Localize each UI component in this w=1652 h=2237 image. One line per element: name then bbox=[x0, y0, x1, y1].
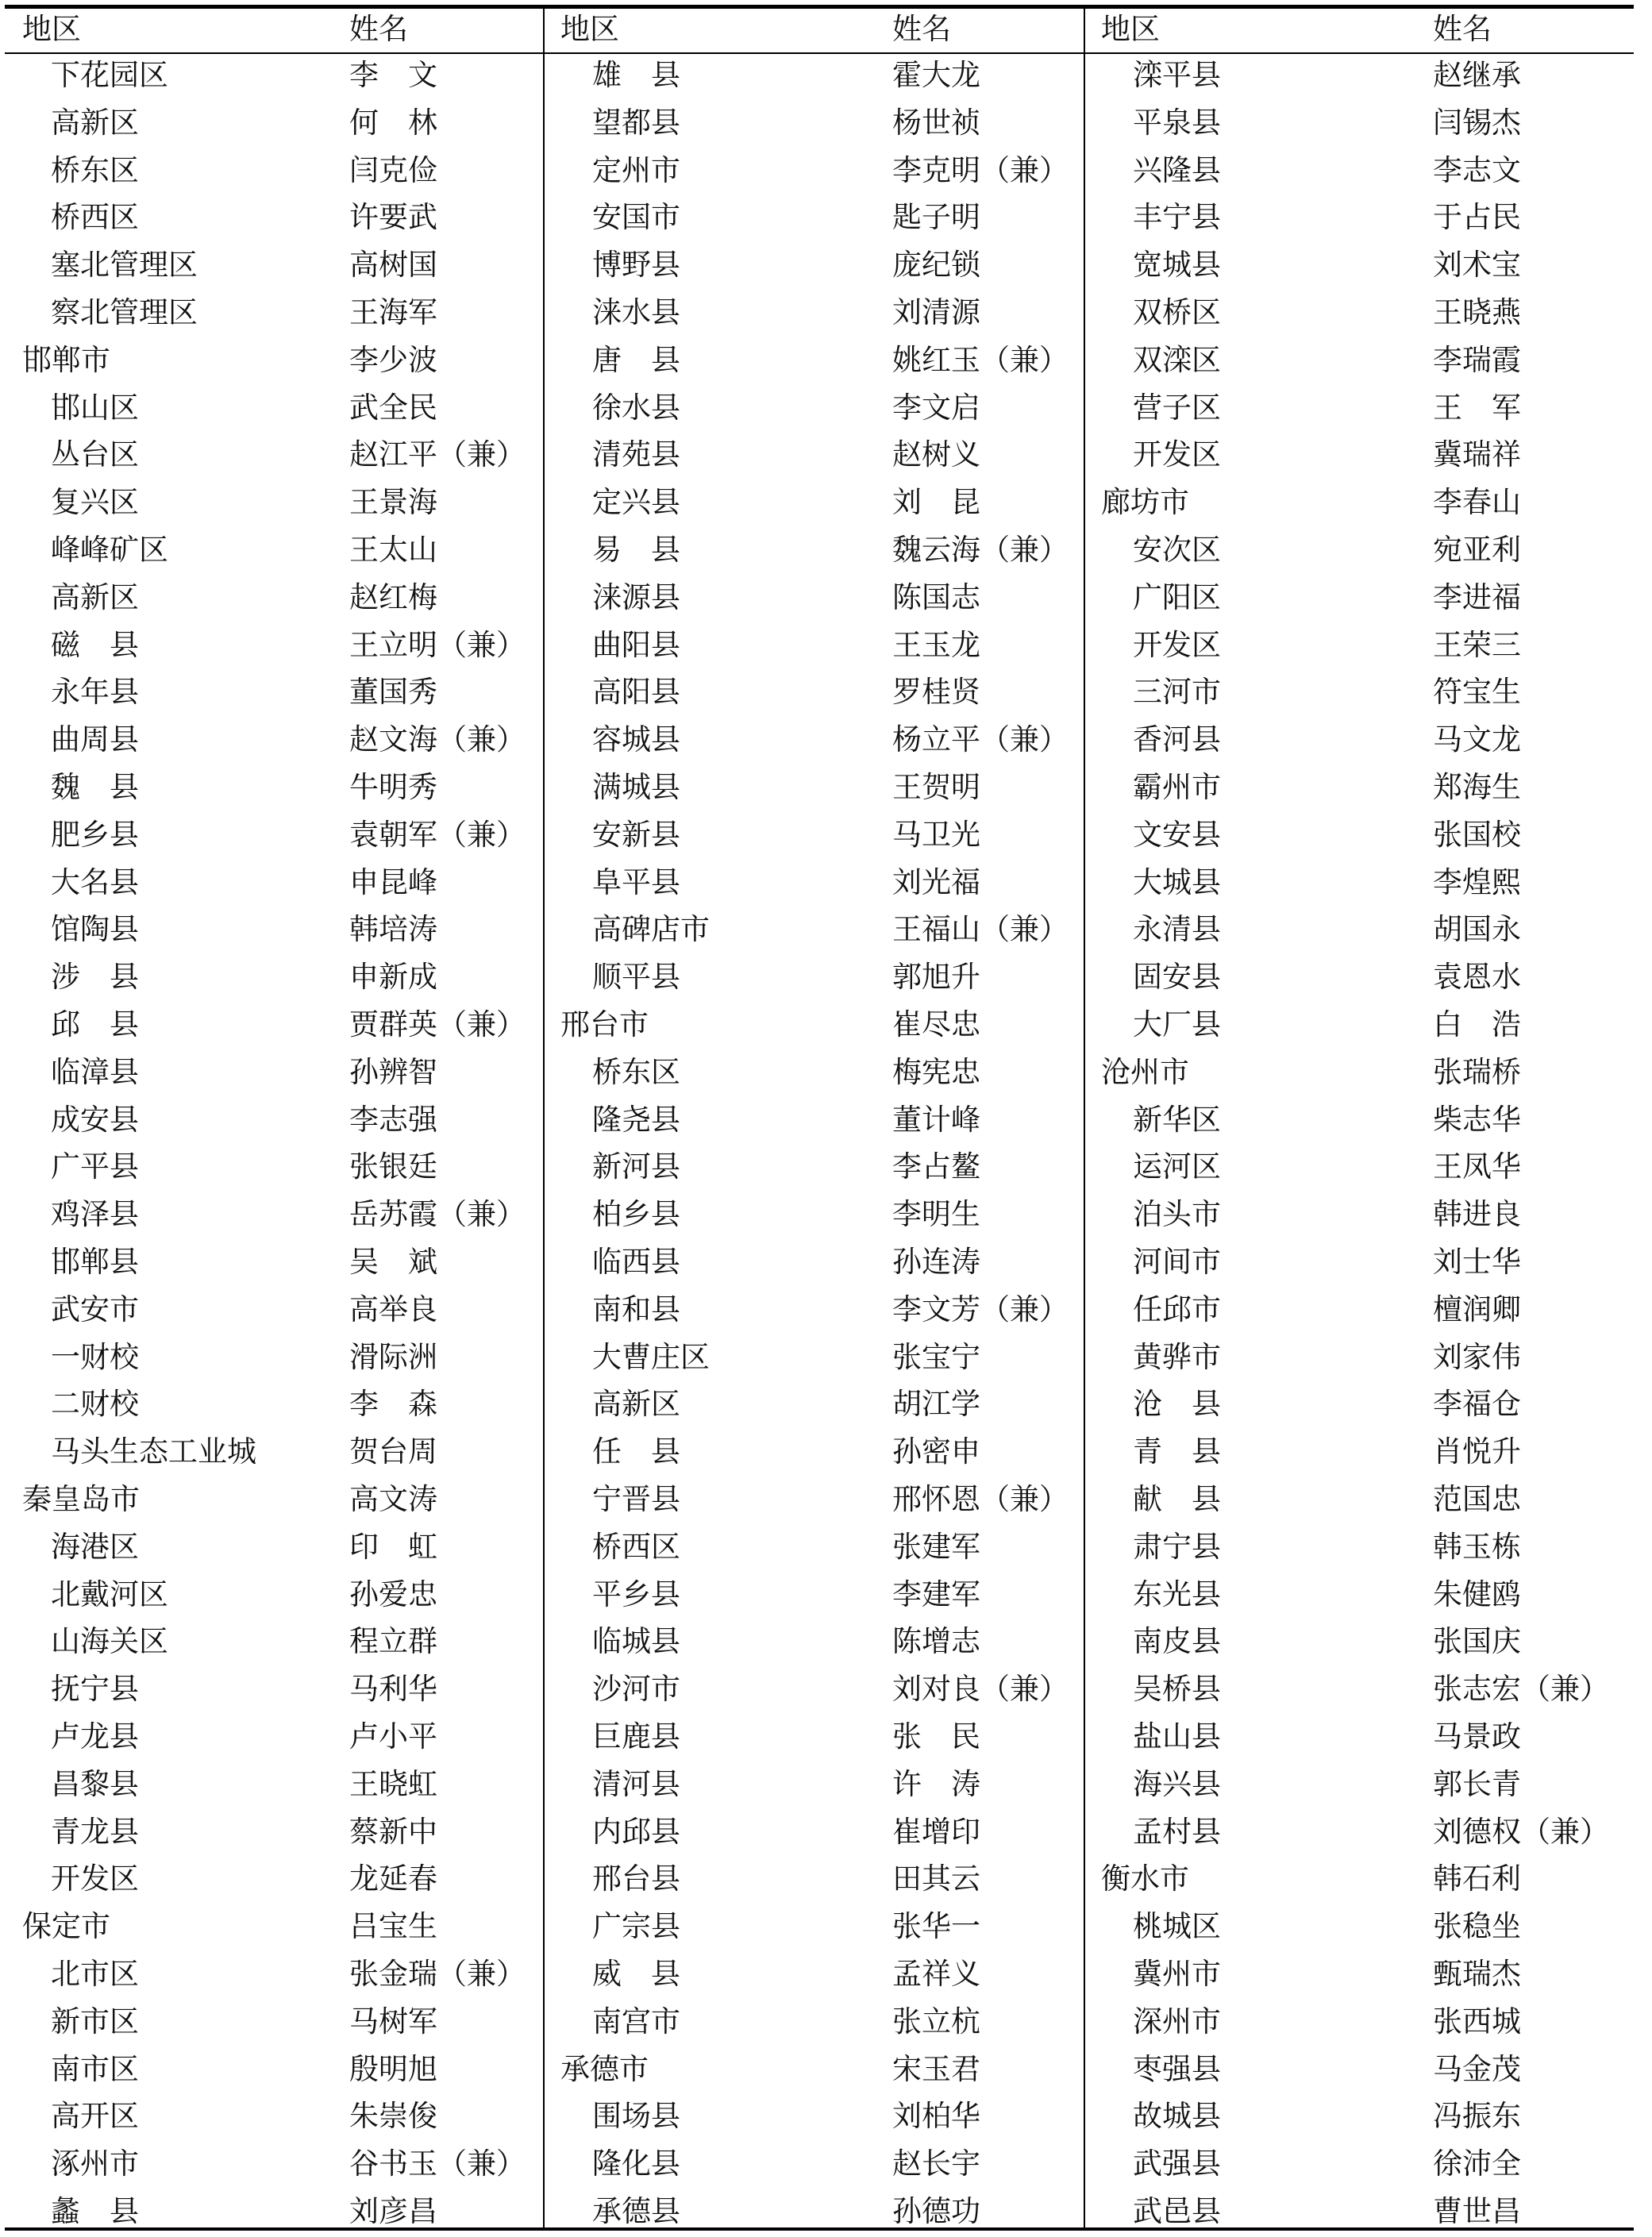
name-cell: 武全民 bbox=[349, 391, 437, 425]
name-cell: 赵红梅 bbox=[349, 580, 437, 614]
region-cell: 魏 县 bbox=[51, 770, 139, 804]
region-cell: 沧州市 bbox=[1101, 1055, 1189, 1089]
region-cell: 二财校 bbox=[51, 1387, 139, 1421]
name-cell: 贺台周 bbox=[349, 1434, 437, 1469]
region-cell: 滦平县 bbox=[1133, 58, 1221, 92]
name-cell: 许 涛 bbox=[892, 1767, 980, 1801]
region-cell: 衡水市 bbox=[1101, 1862, 1189, 1896]
region-cell: 高开区 bbox=[51, 2099, 139, 2133]
region-cell: 高碑店市 bbox=[592, 912, 710, 946]
region-cell: 博野县 bbox=[592, 248, 680, 282]
region-cell: 肥乡县 bbox=[51, 818, 139, 852]
name-cell: 白 浩 bbox=[1433, 1007, 1521, 1041]
name-cell: 李建军 bbox=[892, 1577, 980, 1611]
region-cell: 运河区 bbox=[1133, 1149, 1221, 1184]
region-cell: 成安县 bbox=[51, 1103, 139, 1137]
region-cell: 青 县 bbox=[1133, 1434, 1221, 1469]
name-cell: 张宝宁 bbox=[892, 1340, 980, 1374]
region-header: 地区 bbox=[1101, 12, 1160, 46]
region-cell: 献 县 bbox=[1133, 1482, 1221, 1516]
name-cell: 张国庆 bbox=[1433, 1624, 1521, 1658]
region-cell: 廊坊市 bbox=[1101, 485, 1189, 519]
region-cell: 复兴区 bbox=[51, 485, 139, 519]
region-cell: 涿州市 bbox=[51, 2147, 139, 2181]
region-cell: 开发区 bbox=[1133, 437, 1221, 472]
name-cell: 马金茂 bbox=[1433, 2052, 1521, 2086]
name-cell: 刘清源 bbox=[892, 295, 980, 329]
name-cell: 匙子明 bbox=[892, 200, 980, 234]
name-cell: 姚红玉（兼） bbox=[892, 343, 1069, 377]
name-cell: 李志文 bbox=[1433, 153, 1521, 187]
name-cell: 许要武 bbox=[349, 200, 437, 234]
name-cell: 朱健鸥 bbox=[1433, 1577, 1521, 1611]
region-cell: 桥西区 bbox=[592, 1530, 680, 1564]
name-cell: 田其云 bbox=[892, 1862, 980, 1896]
name-cell: 王福山（兼） bbox=[892, 912, 1069, 946]
name-cell: 罗桂贤 bbox=[892, 675, 980, 709]
region-cell: 任 县 bbox=[592, 1434, 680, 1469]
region-cell: 武强县 bbox=[1133, 2147, 1221, 2181]
region-cell: 桥东区 bbox=[51, 153, 139, 187]
region-cell: 高阳县 bbox=[592, 675, 680, 709]
name-cell: 李明生 bbox=[892, 1197, 980, 1231]
region-cell: 北戴河区 bbox=[51, 1577, 168, 1611]
name-cell: 王太山 bbox=[349, 533, 437, 567]
region-cell: 霸州市 bbox=[1133, 770, 1221, 804]
name-cell: 冀瑞祥 bbox=[1433, 437, 1521, 472]
region-cell: 高新区 bbox=[51, 580, 139, 614]
region-cell: 唐 县 bbox=[592, 343, 680, 377]
name-cell: 张建军 bbox=[892, 1530, 980, 1564]
name-cell: 宛亚利 bbox=[1433, 533, 1521, 567]
region-cell: 冀州市 bbox=[1133, 1957, 1221, 1991]
name-cell: 马利华 bbox=[349, 1672, 437, 1706]
region-cell: 新河县 bbox=[592, 1149, 680, 1184]
name-cell: 刘彦昌 bbox=[349, 2194, 437, 2228]
region-cell: 卢龙县 bbox=[51, 1719, 139, 1754]
region-cell: 南皮县 bbox=[1133, 1624, 1221, 1658]
region-cell: 永年县 bbox=[51, 675, 139, 709]
name-cell: 王海军 bbox=[349, 295, 437, 329]
region-cell: 高新区 bbox=[51, 106, 139, 140]
region-cell: 昌黎县 bbox=[51, 1767, 139, 1801]
name-cell: 王凤华 bbox=[1433, 1149, 1521, 1184]
name-cell: 张志宏（兼） bbox=[1433, 1672, 1609, 1706]
name-header: 姓名 bbox=[1433, 12, 1492, 46]
region-cell: 营子区 bbox=[1133, 391, 1221, 425]
region-cell: 故城县 bbox=[1133, 2099, 1221, 2133]
name-cell: 张瑞桥 bbox=[1433, 1055, 1521, 1089]
region-cell: 大厂县 bbox=[1133, 1007, 1221, 1041]
region-cell: 阜平县 bbox=[592, 865, 680, 899]
name-cell: 马文龙 bbox=[1433, 722, 1521, 757]
name-cell: 刘术宝 bbox=[1433, 248, 1521, 282]
name-cell: 冯振东 bbox=[1433, 2099, 1521, 2133]
region-cell: 武邑县 bbox=[1133, 2194, 1221, 2228]
region-cell: 盐山县 bbox=[1133, 1719, 1221, 1754]
name-cell: 岳苏霞（兼） bbox=[349, 1197, 526, 1231]
name-cell: 韩玉栋 bbox=[1433, 1530, 1521, 1564]
region-cell: 隆化县 bbox=[592, 2147, 680, 2181]
name-cell: 闫锡杰 bbox=[1433, 106, 1521, 140]
name-cell: 袁恩水 bbox=[1433, 960, 1521, 994]
name-cell: 王景海 bbox=[349, 485, 437, 519]
name-cell: 李春山 bbox=[1433, 485, 1521, 519]
name-cell: 刘家伟 bbox=[1433, 1340, 1521, 1374]
region-cell: 三河市 bbox=[1133, 675, 1221, 709]
name-cell: 张 民 bbox=[892, 1719, 980, 1754]
name-cell: 孟祥义 bbox=[892, 1957, 980, 1991]
name-cell: 申昆峰 bbox=[349, 865, 437, 899]
region-cell: 孟村县 bbox=[1133, 1815, 1221, 1849]
region-cell: 大名县 bbox=[51, 865, 139, 899]
name-cell: 郭长青 bbox=[1433, 1767, 1521, 1801]
name-cell: 申新成 bbox=[349, 960, 437, 994]
name-cell: 郑海生 bbox=[1433, 770, 1521, 804]
region-cell: 大曹庄区 bbox=[592, 1340, 710, 1374]
region-cell: 抚宁县 bbox=[51, 1672, 139, 1706]
name-cell: 赵继承 bbox=[1433, 58, 1521, 92]
region-cell: 广阳区 bbox=[1133, 580, 1221, 614]
name-cell: 韩石利 bbox=[1433, 1862, 1521, 1896]
name-cell: 张西城 bbox=[1433, 2004, 1521, 2039]
name-cell: 张稳坐 bbox=[1433, 1909, 1521, 1943]
name-cell: 庞纪锁 bbox=[892, 248, 980, 282]
name-cell: 蔡新中 bbox=[349, 1815, 437, 1849]
name-cell: 李 森 bbox=[349, 1387, 437, 1421]
name-cell: 符宝生 bbox=[1433, 675, 1521, 709]
name-cell: 檀润卿 bbox=[1433, 1292, 1521, 1326]
table-section-2 bbox=[545, 0, 1084, 2237]
region-cell: 广平县 bbox=[51, 1149, 139, 1184]
name-cell: 张金瑞（兼） bbox=[349, 1957, 526, 1991]
name-cell: 朱崇俊 bbox=[349, 2099, 437, 2133]
name-cell: 程立群 bbox=[349, 1624, 437, 1658]
name-cell: 李占鳌 bbox=[892, 1149, 980, 1184]
name-cell: 李文芳（兼） bbox=[892, 1292, 1069, 1326]
region-cell: 隆尧县 bbox=[592, 1103, 680, 1137]
name-cell: 邢怀恩（兼） bbox=[892, 1482, 1069, 1516]
region-cell: 察北管理区 bbox=[51, 295, 198, 329]
region-cell: 安次区 bbox=[1133, 533, 1221, 567]
region-cell: 鸡泽县 bbox=[51, 1197, 139, 1231]
region-cell: 双桥区 bbox=[1133, 295, 1221, 329]
region-cell: 曲阳县 bbox=[592, 628, 680, 662]
region-cell: 易 县 bbox=[592, 533, 680, 567]
name-cell: 董计峰 bbox=[892, 1103, 980, 1137]
name-cell: 马树军 bbox=[349, 2004, 437, 2039]
name-cell: 张国校 bbox=[1433, 818, 1521, 852]
region-cell: 肃宁县 bbox=[1133, 1530, 1221, 1564]
name-cell: 杨立平（兼） bbox=[892, 722, 1069, 757]
region-cell: 邯山区 bbox=[51, 391, 139, 425]
region-cell: 磁 县 bbox=[51, 628, 139, 662]
region-cell: 新华区 bbox=[1133, 1103, 1221, 1137]
region-cell: 南和县 bbox=[592, 1292, 680, 1326]
name-cell: 王 军 bbox=[1433, 391, 1521, 425]
name-cell: 徐沛全 bbox=[1433, 2147, 1521, 2181]
name-cell: 王晓虹 bbox=[349, 1767, 437, 1801]
name-cell: 崔尽忠 bbox=[892, 1007, 980, 1041]
region-cell: 深州市 bbox=[1133, 2004, 1221, 2039]
region-cell: 枣强县 bbox=[1133, 2052, 1221, 2086]
name-cell: 范国忠 bbox=[1433, 1482, 1521, 1516]
name-cell: 张立杭 bbox=[892, 2004, 980, 2039]
region-cell: 香河县 bbox=[1133, 722, 1221, 757]
name-cell: 赵树义 bbox=[892, 437, 980, 472]
name-cell: 贾群英（兼） bbox=[349, 1007, 526, 1041]
region-cell: 永清县 bbox=[1133, 912, 1221, 946]
region-cell: 内邱县 bbox=[592, 1815, 680, 1849]
region-cell: 柏乡县 bbox=[592, 1197, 680, 1231]
region-cell: 海兴县 bbox=[1133, 1767, 1221, 1801]
region-cell: 临西县 bbox=[592, 1245, 680, 1279]
name-cell: 韩培涛 bbox=[349, 912, 437, 946]
name-cell: 肖悦升 bbox=[1433, 1434, 1521, 1469]
region-cell: 雄 县 bbox=[592, 58, 680, 92]
table-section-3 bbox=[1085, 0, 1633, 2237]
name-cell: 袁朝军（兼） bbox=[349, 818, 526, 852]
region-cell: 峰峰矿区 bbox=[51, 533, 168, 567]
region-cell: 邢台县 bbox=[592, 1862, 680, 1896]
name-cell: 高文涛 bbox=[349, 1482, 437, 1516]
name-cell: 于占民 bbox=[1433, 200, 1521, 234]
name-cell: 何 林 bbox=[349, 106, 437, 140]
region-cell: 沙河市 bbox=[592, 1672, 680, 1706]
region-cell: 桥东区 bbox=[592, 1055, 680, 1089]
name-cell: 赵长宇 bbox=[892, 2147, 980, 2181]
table-section-1 bbox=[0, 0, 543, 2237]
name-cell: 梅宪忠 bbox=[892, 1055, 980, 1089]
region-cell: 任邱市 bbox=[1133, 1292, 1221, 1326]
name-cell: 闫克俭 bbox=[349, 153, 437, 187]
region-cell: 望都县 bbox=[592, 106, 680, 140]
name-header: 姓名 bbox=[349, 12, 408, 46]
region-cell: 青龙县 bbox=[51, 1815, 139, 1849]
name-cell: 张华一 bbox=[892, 1909, 980, 1943]
region-cell: 东光县 bbox=[1133, 1577, 1221, 1611]
region-cell: 丰宁县 bbox=[1133, 200, 1221, 234]
region-cell: 邱 县 bbox=[51, 1007, 139, 1041]
name-cell: 刘 昆 bbox=[892, 485, 980, 519]
name-cell: 李少波 bbox=[349, 343, 437, 377]
name-cell: 宋玉君 bbox=[892, 2052, 980, 2086]
region-cell: 顺平县 bbox=[592, 960, 680, 994]
region-cell: 定兴县 bbox=[592, 485, 680, 519]
name-cell: 吕宝生 bbox=[349, 1909, 437, 1943]
name-cell: 陈国志 bbox=[892, 580, 980, 614]
name-cell: 孙密申 bbox=[892, 1434, 980, 1469]
name-cell: 孙爱忠 bbox=[349, 1577, 437, 1611]
name-cell: 李福仓 bbox=[1433, 1387, 1521, 1421]
region-cell: 涞源县 bbox=[592, 580, 680, 614]
region-cell: 安国市 bbox=[592, 200, 680, 234]
name-cell: 胡国永 bbox=[1433, 912, 1521, 946]
region-cell: 馆陶县 bbox=[51, 912, 139, 946]
region-cell: 一财校 bbox=[51, 1340, 139, 1374]
region-cell: 宁晋县 bbox=[592, 1482, 680, 1516]
region-cell: 桃城区 bbox=[1133, 1909, 1221, 1943]
region-cell: 下花园区 bbox=[51, 58, 168, 92]
region-cell: 蠡 县 bbox=[51, 2194, 139, 2228]
name-cell: 李志强 bbox=[349, 1103, 437, 1137]
region-cell: 北市区 bbox=[51, 1957, 139, 1991]
region-cell: 涞水县 bbox=[592, 295, 680, 329]
region-cell: 保定市 bbox=[22, 1909, 110, 1943]
name-cell: 谷书玉（兼） bbox=[349, 2147, 526, 2181]
name-cell: 刘柏华 bbox=[892, 2099, 980, 2133]
name-cell: 张银廷 bbox=[349, 1149, 437, 1184]
name-cell: 赵江平（兼） bbox=[349, 437, 526, 472]
name-cell: 印 虹 bbox=[349, 1530, 437, 1564]
name-cell: 龙延春 bbox=[349, 1862, 437, 1896]
region-cell: 承德县 bbox=[592, 2194, 680, 2228]
region-cell: 邯郸县 bbox=[51, 1245, 139, 1279]
name-cell: 王荣三 bbox=[1433, 628, 1521, 662]
region-cell: 马头生态工业城 bbox=[51, 1434, 256, 1469]
region-cell: 河间市 bbox=[1133, 1245, 1221, 1279]
region-cell: 秦皇岛市 bbox=[22, 1482, 140, 1516]
name-cell: 孙连涛 bbox=[892, 1245, 980, 1279]
region-cell: 宽城县 bbox=[1133, 248, 1221, 282]
region-cell: 黄骅市 bbox=[1133, 1340, 1221, 1374]
name-cell: 崔增印 bbox=[892, 1815, 980, 1849]
region-cell: 沧 县 bbox=[1133, 1387, 1221, 1421]
name-cell: 王玉龙 bbox=[892, 628, 980, 662]
name-cell: 柴志华 bbox=[1433, 1103, 1521, 1137]
region-cell: 临漳县 bbox=[51, 1055, 139, 1089]
region-cell: 固安县 bbox=[1133, 960, 1221, 994]
region-cell: 海港区 bbox=[51, 1530, 139, 1564]
region-cell: 高新区 bbox=[592, 1387, 680, 1421]
name-cell: 霍大龙 bbox=[892, 58, 980, 92]
region-cell: 南市区 bbox=[51, 2052, 139, 2086]
region-cell: 吴桥县 bbox=[1133, 1672, 1221, 1706]
region-cell: 大城县 bbox=[1133, 865, 1221, 899]
region-cell: 塞北管理区 bbox=[51, 248, 198, 282]
name-cell: 马卫光 bbox=[892, 818, 980, 852]
region-cell: 广宗县 bbox=[592, 1909, 680, 1943]
name-cell: 李克明（兼） bbox=[892, 153, 1069, 187]
region-cell: 丛台区 bbox=[51, 437, 139, 472]
region-cell: 安新县 bbox=[592, 818, 680, 852]
region-cell: 定州市 bbox=[592, 153, 680, 187]
name-cell: 卢小平 bbox=[349, 1719, 437, 1754]
name-cell: 滑际洲 bbox=[349, 1340, 437, 1374]
name-cell: 陈增志 bbox=[892, 1624, 980, 1658]
region-cell: 南宫市 bbox=[592, 2004, 680, 2039]
region-cell: 围场县 bbox=[592, 2099, 680, 2133]
region-cell: 平乡县 bbox=[592, 1577, 680, 1611]
name-cell: 王贺明 bbox=[892, 770, 980, 804]
region-cell: 临城县 bbox=[592, 1624, 680, 1658]
region-cell: 徐水县 bbox=[592, 391, 680, 425]
name-cell: 李文启 bbox=[892, 391, 980, 425]
name-cell: 郭旭升 bbox=[892, 960, 980, 994]
name-cell: 李煌熙 bbox=[1433, 865, 1521, 899]
region-cell: 承德市 bbox=[560, 2052, 649, 2086]
name-cell: 刘士华 bbox=[1433, 1245, 1521, 1279]
region-cell: 平泉县 bbox=[1133, 106, 1221, 140]
region-cell: 邢台市 bbox=[560, 1007, 649, 1041]
region-cell: 泊头市 bbox=[1133, 1197, 1221, 1231]
region-cell: 威 县 bbox=[592, 1957, 680, 1991]
region-cell: 满城县 bbox=[592, 770, 680, 804]
name-cell: 刘光福 bbox=[892, 865, 980, 899]
name-cell: 甄瑞杰 bbox=[1433, 1957, 1521, 1991]
region-cell: 开发区 bbox=[51, 1862, 139, 1896]
name-cell: 王立明（兼） bbox=[349, 628, 526, 662]
region-header: 地区 bbox=[560, 12, 619, 46]
name-cell: 杨世祯 bbox=[892, 106, 980, 140]
name-header: 姓名 bbox=[892, 12, 951, 46]
name-cell: 吴 斌 bbox=[349, 1245, 437, 1279]
region-cell: 容城县 bbox=[592, 722, 680, 757]
name-cell: 魏云海（兼） bbox=[892, 533, 1069, 567]
region-cell: 新市区 bbox=[51, 2004, 139, 2039]
region-cell: 清苑县 bbox=[592, 437, 680, 472]
region-cell: 巨鹿县 bbox=[592, 1719, 680, 1754]
name-cell: 李进福 bbox=[1433, 580, 1521, 614]
name-cell: 刘对良（兼） bbox=[892, 1672, 1069, 1706]
name-cell: 韩进良 bbox=[1433, 1197, 1521, 1231]
region-cell: 山海关区 bbox=[51, 1624, 168, 1658]
name-cell: 高举良 bbox=[349, 1292, 437, 1326]
region-cell: 涉 县 bbox=[51, 960, 139, 994]
name-cell: 李 文 bbox=[349, 58, 437, 92]
name-cell: 牛明秀 bbox=[349, 770, 437, 804]
region-cell: 双滦区 bbox=[1133, 343, 1221, 377]
name-cell: 马景政 bbox=[1433, 1719, 1521, 1754]
region-header: 地区 bbox=[22, 12, 81, 46]
name-cell: 李瑞霞 bbox=[1433, 343, 1521, 377]
name-cell: 孙辨智 bbox=[349, 1055, 437, 1089]
name-cell: 王晓燕 bbox=[1433, 295, 1521, 329]
region-cell: 武安市 bbox=[51, 1292, 139, 1326]
name-cell: 孙德功 bbox=[892, 2194, 980, 2228]
region-cell: 邯郸市 bbox=[22, 343, 110, 377]
region-cell: 桥西区 bbox=[51, 200, 139, 234]
region-cell: 兴隆县 bbox=[1133, 153, 1221, 187]
name-cell: 刘德权（兼） bbox=[1433, 1815, 1609, 1849]
region-cell: 曲周县 bbox=[51, 722, 139, 757]
region-cell: 开发区 bbox=[1133, 628, 1221, 662]
name-cell: 曹世昌 bbox=[1433, 2194, 1521, 2228]
name-cell: 殷明旭 bbox=[349, 2052, 437, 2086]
name-cell: 胡江学 bbox=[892, 1387, 980, 1421]
region-cell: 清河县 bbox=[592, 1767, 680, 1801]
region-cell: 文安县 bbox=[1133, 818, 1221, 852]
name-cell: 高树国 bbox=[349, 248, 437, 282]
name-cell: 赵文海（兼） bbox=[349, 722, 526, 757]
name-cell: 董国秀 bbox=[349, 675, 437, 709]
